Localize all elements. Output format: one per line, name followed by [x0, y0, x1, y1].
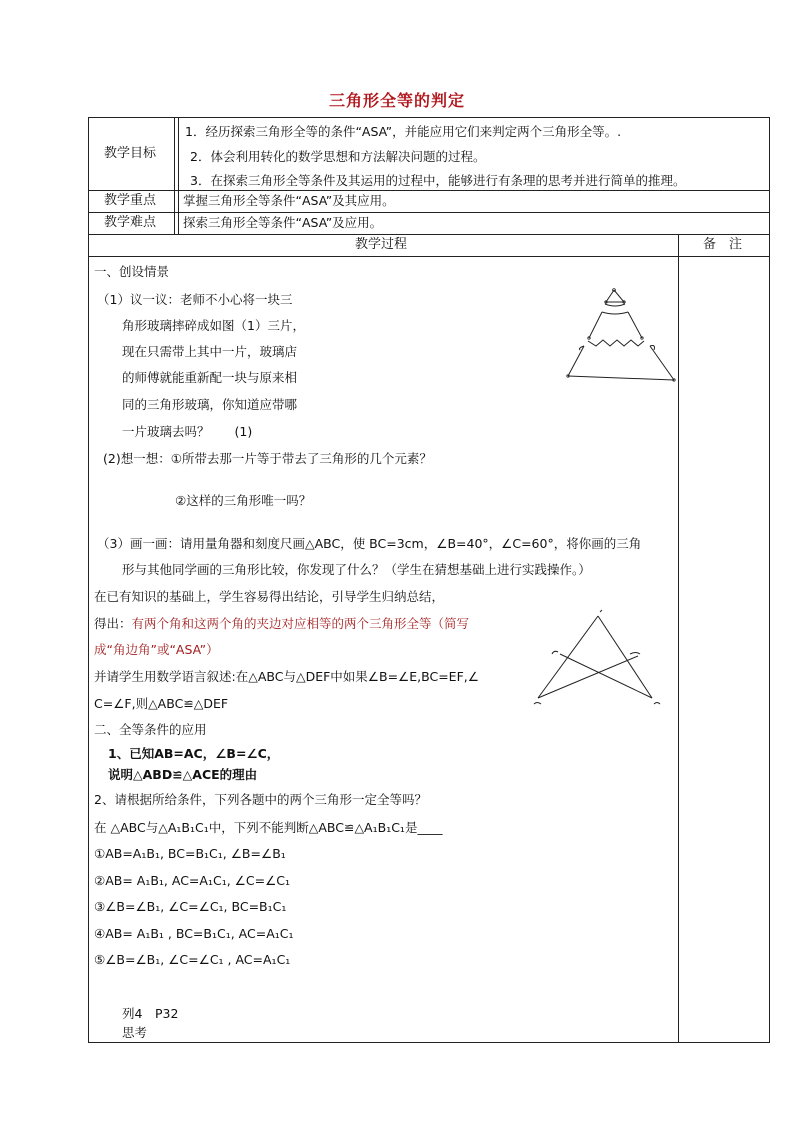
option-item: ②AB= A₁B₁, AC=A₁C₁, ∠C=∠C₁: [94, 873, 291, 888]
difficulty-text: 探索三角形全等条件“ASA”及应用。: [183, 215, 383, 230]
notes-header: 备 注: [703, 237, 743, 252]
example1-line: 说明△ABD≌△ACE的理由: [108, 767, 258, 782]
q1-line: 一片玻璃去吗？ (1): [122, 424, 253, 439]
conclusion-prefix: 得出：: [94, 616, 132, 631]
question2-text: 2、请根据所给条件，下列各题中的两个三角形一定全等吗？: [94, 792, 427, 807]
q2-line: ②这样的三角形唯一吗？: [175, 493, 312, 508]
q2-line: (2)想一想：①所带去那一片等于带去了三角形的几个元素？: [103, 451, 432, 466]
q1-line: 现在只需带上其中一片，玻璃店: [122, 344, 298, 359]
q1-line: 同的三角形玻璃，你知道应带哪: [122, 397, 298, 412]
q1-line: （1）议一议：老师不小心将一块三: [97, 292, 293, 307]
objective-item: 2．体会利用转化的数学思想和方法解决问题的过程。: [190, 149, 486, 164]
broken-triangle-figure: [558, 284, 682, 384]
conclusion-highlight: 有两个角和这两个角的夹边对应相等的两个三角形全等（简写: [131, 616, 470, 631]
express-line: 并请学生用数学语言叙述:在△ABC与△DEF中如果∠B=∠E,BC=EF,∠: [94, 669, 479, 684]
crossed-triangles-figure: [530, 608, 670, 712]
key-point-label: 教学重点: [104, 193, 157, 208]
section-heading: 一、创设情景: [94, 264, 170, 279]
known-line: 在已有知识的基础上，学生容易得出结论，引导学生归纳总结，: [94, 589, 445, 604]
column-divider: [174, 117, 175, 234]
q3-line: 形与其他同学画的三角形比较，你发现了什么？（学生在猜想基础上进行实践操作。）: [122, 562, 591, 577]
section-heading: 二、全等条件的应用: [94, 722, 207, 737]
question2-stem: 在 △ABC与△A₁B₁C₁中，下列不能判断△ABC≌△A₁B₁C₁是____: [94, 820, 443, 835]
example-reference: 列4 P32: [122, 1006, 179, 1021]
difficulty-label: 教学难点: [104, 215, 157, 230]
row-divider: [88, 212, 770, 213]
example1-line: 1、已知AB=AC，∠B=∠C，: [108, 746, 280, 761]
page-title: 三角形全等的判定: [328, 91, 465, 110]
key-point-text: 掌握三角形全等条件“ASA”及其应用。: [183, 193, 395, 208]
option-item: ④AB= A₁B₁ , BC=B₁C₁, AC=A₁C₁: [94, 926, 294, 941]
q3-line: （3）画一画：请用量角器和刻度尺画△ABC，使 BC=3cm，∠B=40°，∠C=60°，将你画的三角: [97, 536, 642, 551]
process-header: 教学过程: [355, 237, 408, 252]
option-item: ③∠B=∠B₁, ∠C=∠C₁, BC=B₁C₁: [94, 899, 287, 914]
option-item: ①AB=A₁B₁, BC=B₁C₁, ∠B=∠B₁: [94, 846, 286, 861]
objectives-label: 教学目标: [104, 146, 157, 161]
objective-item: 3．在探索三角形全等条件及其运用的过程中，能够进行有条理的思考并进行简单的推理。: [190, 173, 686, 188]
think-label: 思考: [122, 1025, 148, 1040]
row-divider: [88, 234, 770, 235]
column-divider: [178, 117, 179, 234]
objective-item: 1．经历探索三角形全等的条件“ASA”，并能应用它们来判定两个三角形全等。.: [185, 124, 622, 139]
conclusion-line: 成“角边角”或“ASA”）: [94, 642, 219, 657]
express-line: C=∠F,则△ABC≌△DEF: [94, 696, 229, 711]
q1-line: 的师傅就能重新配一块与原来相: [122, 370, 298, 385]
q1-line: 角形玻璃摔碎成如图（1）三片，: [122, 318, 305, 333]
option-item: ⑤∠B=∠B₁, ∠C=∠C₁ , AC=A₁C₁: [94, 952, 291, 967]
row-divider: [88, 190, 770, 191]
conclusion-line: [94, 616, 469, 632]
row-divider: [88, 256, 770, 257]
